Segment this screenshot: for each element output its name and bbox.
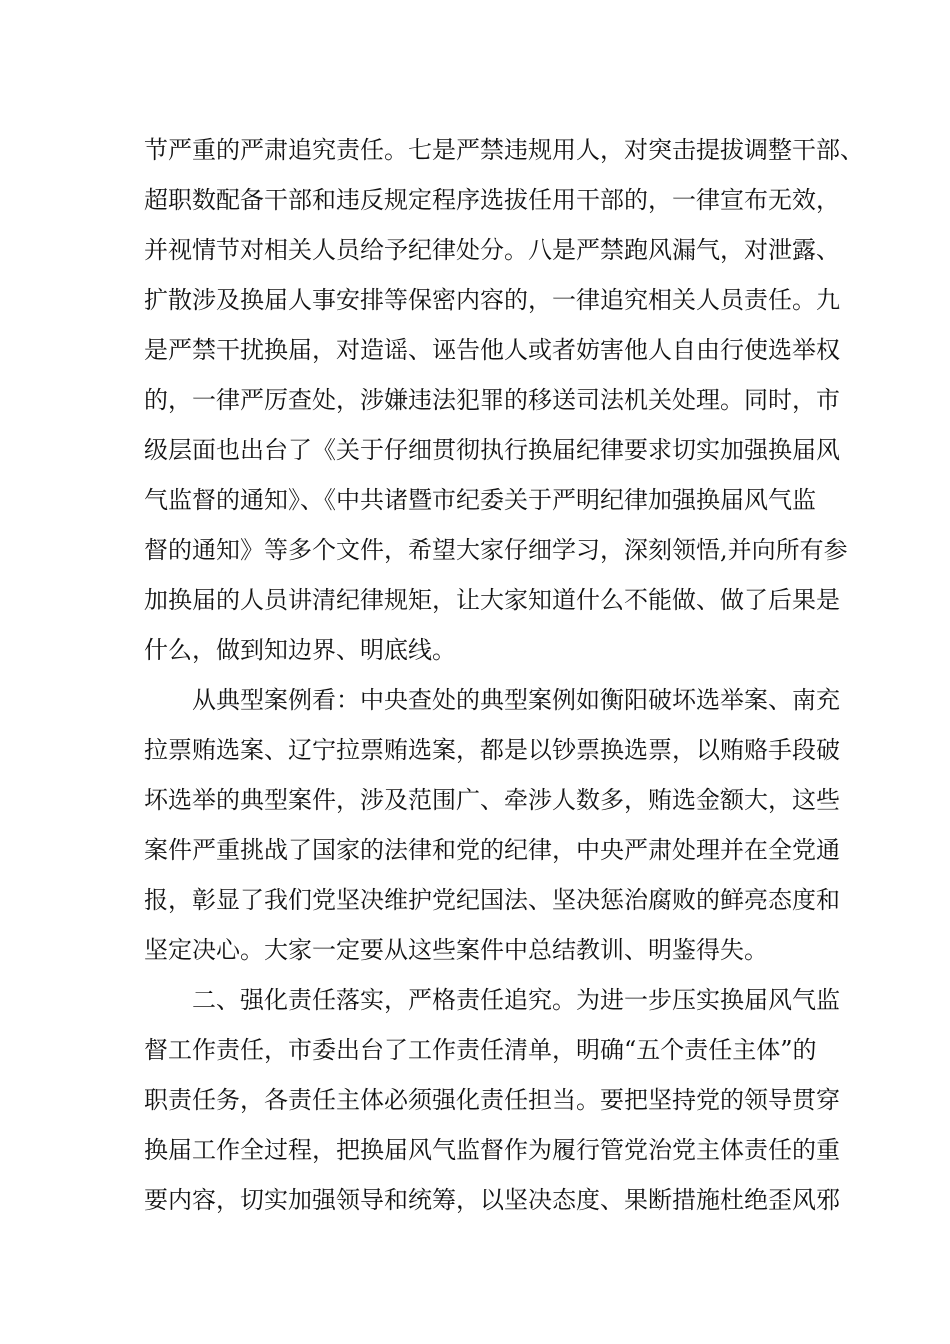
text-line: 是严禁干扰换届，对造谣、诬告他人或者妨害他人自由行使选举权 [144,336,840,364]
text-line: 案件严重挑战了国家的法律和党的纪律，中央严肃处理并在全党通 [144,836,840,864]
text-line: 报，彰显了我们党坚决维护党纪国法、坚决惩治腐败的鲜亮态度和 [144,886,840,914]
text-line: 拉票贿选案、辽宁拉票贿选案，都是以钞票换选票，以贿赂手段破 [144,736,840,764]
text-line: 坚定决心。大家一定要从这些案件中总结教训、明鉴得失。 [144,936,768,964]
section-heading-line: 二、强化责任落实，严格责任追究。为进一步压实换届风气监 [192,986,840,1014]
text-line: 督工作责任，市委出台了工作责任清单，明确“五个责任主体”的 [144,1036,817,1064]
text-line: 要内容，切实加强领导和统筹，以坚决态度、果断措施杜绝歪风邪 [144,1186,840,1214]
text-line: 节严重的严肃追究责任。七是严禁违规用人，对突击提拔调整干部、 [144,136,864,164]
text-line: 换届工作全过程，把换届风气监督作为履行管党治党主体责任的重 [144,1136,840,1164]
paragraph-first-line: 从典型案例看：中央查处的典型案例如衡阳破坏选举案、南充 [192,686,840,714]
text-line: 并视情节对相关人员给予纪律处分。八是严禁跑风漏气，对泄露、 [144,236,840,264]
text-line: 什么，做到知边界、明底线。 [144,636,456,664]
text-line: 坏选举的典型案件，涉及范围广、牵涉人数多，贿选金额大，这些 [144,786,840,814]
text-line: 的，一律严厉查处，涉嫌违法犯罪的移送司法机关处理。同时，市 [144,386,840,414]
text-line: 加换届的人员讲清纪律规矩，让大家知道什么不能做、做了后果是 [144,586,840,614]
text-line: 气监督的通知》、《中共诸暨市纪委关于严明纪律加强换届风气监 [144,486,816,514]
text-line: 扩散涉及换届人事安排等保密内容的，一律追究相关人员责任。九 [144,286,840,314]
text-line: 级层面也出台了《关于仔细贯彻执行换届纪律要求切实加强换届风 [144,436,840,464]
text-line: 督的通知》等多个文件，希望大家仔细学习，深刻领悟,并向所有参 [144,536,848,564]
text-line: 超职数配备干部和违反规定程序选拔任用干部的，一律宣布无效， [144,186,840,214]
text-line: 职责任务，各责任主体必须强化责任担当。要把坚持党的领导贯穿 [144,1086,840,1114]
